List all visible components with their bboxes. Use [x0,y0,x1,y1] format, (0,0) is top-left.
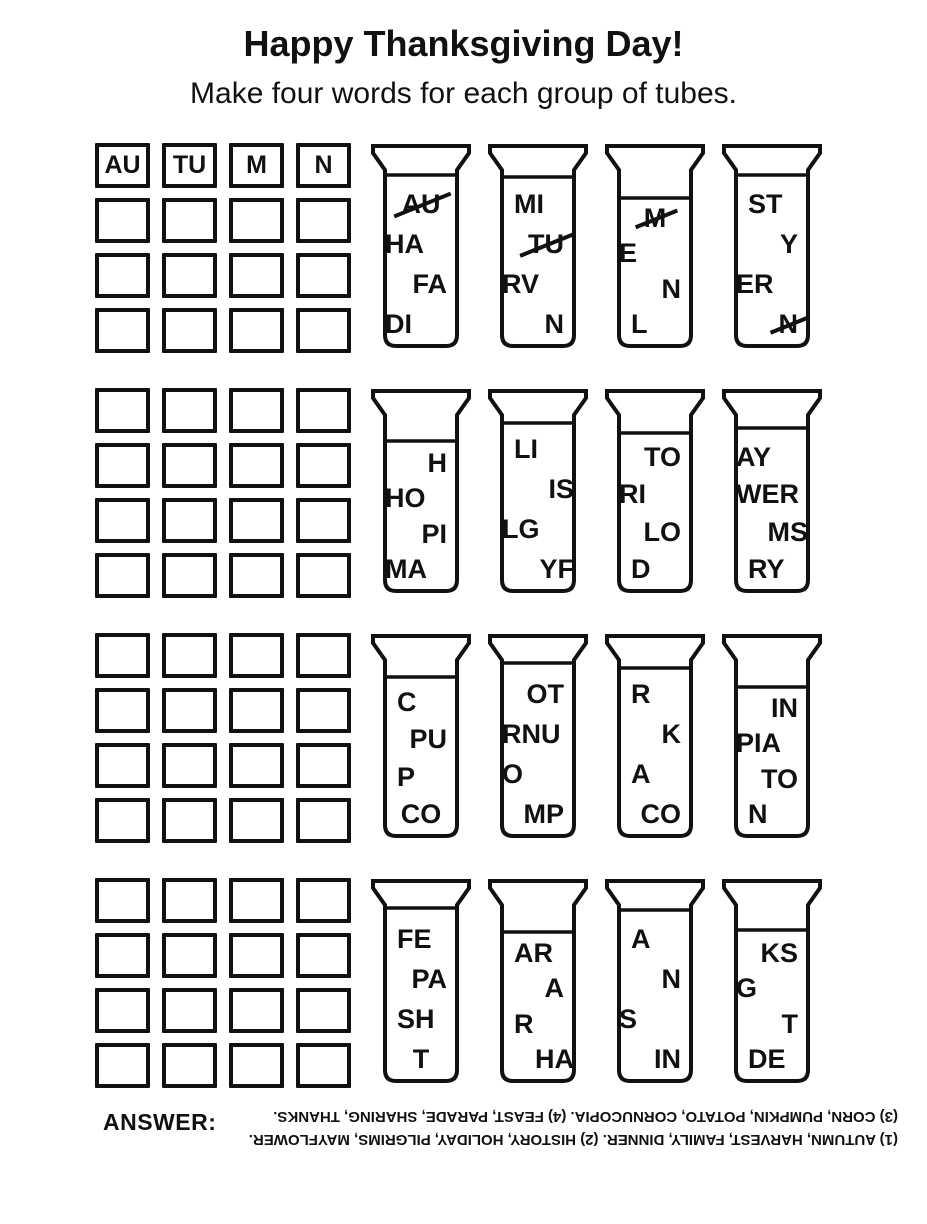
tube-letter: HA [535,1043,574,1074]
tube-letters [385,448,457,584]
answer-label: ANSWER: [103,1109,217,1135]
grid-cell[interactable] [162,688,217,733]
answer-grid-4 [95,878,351,1088]
grid-cell[interactable] [296,553,351,598]
tube-letters [502,938,574,1074]
grid-cell[interactable] [95,688,150,733]
tube [722,878,822,1086]
grid-cell[interactable] [229,388,284,433]
grid-cell[interactable] [162,988,217,1033]
tube-letters [619,442,691,584]
tube [371,388,471,596]
tube-letter: DI [385,309,412,339]
answer-line-1: (1) AUTUMN, HARVEST, FAMILY, DINNER. (2) HISTORY, HOLIDAY, PILGRIMS, MAYFLOWER. [249,1131,899,1148]
group-1 [95,143,927,351]
tube-letter: LG [502,514,540,544]
tube-letter: E [619,238,638,269]
tube-letter: T [412,1044,430,1074]
tube-letter: O [502,759,524,789]
tube-letter: CO [640,799,681,829]
tube-letter: HO [385,483,426,514]
tube-letter: A [544,973,564,1004]
grid-cell[interactable] [296,988,351,1033]
tube-letter: R [514,1008,534,1039]
grid-cell[interactable] [296,443,351,488]
tube-letter: N [661,273,681,304]
tube-letter: RY [748,553,785,584]
tube-letter: N [544,309,564,339]
tube-letter: OT [526,679,564,709]
tube-letters [736,693,808,829]
page-subtitle: Make four words for each group of tubes. [190,77,737,110]
tube [371,143,471,351]
tube-letter: D [631,553,651,584]
tube-set-2 [371,388,822,596]
answer-line-2: (3) CORN, PUMPKIN, POTATO, CORNUCOPIA. (4) FEAST, PARADE, SHARING, THANKS. [273,1108,899,1125]
grid-cell[interactable] [229,743,284,788]
grid-cell[interactable] [95,553,150,598]
tube-letter: R [631,679,651,709]
tube-letter: M [643,203,667,233]
tube [605,143,705,351]
grid-cell[interactable] [162,743,217,788]
grid-cell[interactable] [162,553,217,598]
puzzle-groups [95,143,927,1086]
grid-cell[interactable] [296,633,351,678]
tube-letters [619,203,691,339]
grid-cell[interactable] [229,798,284,843]
tube-letters [502,189,574,339]
tube-letter: S [619,1004,638,1034]
group-3 [95,633,927,841]
tube [722,143,822,351]
tube-letter: KS [760,938,798,968]
grid-cell[interactable] [162,1043,217,1088]
tube-set-4 [371,878,822,1086]
tube-letter: TO [643,442,681,472]
grid-cell[interactable] [229,633,284,678]
tube-letter: RNU [502,719,561,749]
tube-letter: P [397,761,416,792]
tube-letter: MI [514,189,544,219]
tube [605,878,705,1086]
grid-cell[interactable] [296,878,351,923]
grid-cell[interactable] [95,743,150,788]
grid-cell[interactable]: N [296,143,351,188]
tube-letter: PU [409,724,447,755]
tube-letter: YF [539,554,574,584]
tube-letter: PIA [736,728,782,759]
tube-letters [736,189,808,339]
tube-letter: T [781,1008,798,1039]
grid-cell[interactable] [95,443,150,488]
grid-cell[interactable] [95,933,150,978]
grid-cell[interactable] [162,798,217,843]
grid-cell[interactable] [296,498,351,543]
grid-cell[interactable] [162,878,217,923]
tube-letters [385,189,457,339]
grid-cell[interactable] [95,253,150,298]
tube-letters [502,434,574,584]
tube [488,388,588,596]
grid-cell[interactable] [296,688,351,733]
tube [488,143,588,351]
answer-section [103,1105,927,1151]
tube-letters [619,679,691,829]
grid-cell[interactable] [296,743,351,788]
grid-cell[interactable] [229,498,284,543]
tube-letter: MA [385,553,427,584]
tube-letter: RI [619,479,646,510]
grid-cell[interactable] [296,253,351,298]
tube-set-3 [371,633,822,841]
grid-cell[interactable] [95,388,150,433]
tube-letter: Y [779,229,798,259]
grid-cell[interactable] [296,798,351,843]
tube [488,633,588,841]
tube [605,633,705,841]
grid-cell[interactable]: AU [95,143,150,188]
tube [371,878,471,1086]
grid-cell[interactable] [296,933,351,978]
grid-cell[interactable] [95,878,150,923]
tube-letter: H [427,448,447,478]
tube-letters [385,924,457,1074]
grid-cell[interactable] [95,1043,150,1088]
tube [722,633,822,841]
tube-letter: G [736,973,758,1004]
grid-cell[interactable] [95,498,150,543]
tube-letter: AY [736,442,772,472]
tube-letter: FE [397,924,432,954]
grid-cell[interactable] [162,443,217,488]
tube-letter: FA [412,269,447,299]
answer-grid-3 [95,633,351,843]
grid-cell[interactable] [296,388,351,433]
grid-cell[interactable] [229,198,284,243]
grid-cell[interactable] [162,198,217,243]
tube-letter: SH [397,1004,435,1034]
tube-letter: IS [548,474,574,504]
grid-cell[interactable] [229,933,284,978]
grid-cell[interactable] [229,253,284,298]
group-2 [95,388,927,596]
grid-cell[interactable] [229,688,284,733]
grid-cell[interactable] [162,253,217,298]
grid-cell[interactable] [296,198,351,243]
grid-cell[interactable] [95,798,150,843]
tube-letter: CO [400,798,442,829]
page-title: Happy Thanksgiving Day! [243,23,684,64]
grid-cell[interactable] [95,308,150,353]
tube-letter: ST [748,189,783,219]
tube-letter: L [631,308,648,339]
grid-cell[interactable] [229,1043,284,1088]
tube-letters [385,687,457,829]
grid-cell[interactable] [162,388,217,433]
grid-cell[interactable]: TU [162,143,217,188]
grid-cell[interactable] [162,933,217,978]
tube-letters [619,924,691,1074]
tube-letter: PA [411,964,447,994]
tube-letter: AU [401,189,441,219]
group-4 [95,878,927,1086]
tube-letter: RV [502,269,540,299]
tube-letter: PI [421,518,447,549]
tube-letter: AR [514,938,553,968]
tube-letter: K [661,719,681,749]
tube-letters [736,938,808,1074]
tube-letter: N [748,798,768,829]
grid-cell[interactable] [162,308,217,353]
tube-letter: TU [528,229,564,259]
grid-cell[interactable] [229,443,284,488]
tube-letter: C [397,687,417,717]
grid-cell[interactable] [95,988,150,1033]
grid-cell[interactable] [95,633,150,678]
answer-key-upside-down [226,1105,898,1151]
tube-letters [736,442,808,584]
tube-letter: IN [771,693,798,723]
grid-cell[interactable] [95,198,150,243]
grid-cell[interactable]: M [229,143,284,188]
tube [371,633,471,841]
tube-letter: N [661,964,681,994]
answer-grid-2 [95,388,351,598]
tube-set-1 [371,143,822,351]
tube-letter: WER [736,479,799,510]
tube-letter: MP [523,799,564,829]
answer-grid-1 [95,143,351,353]
tube-letters [502,679,574,829]
tube-letter: LO [643,516,681,547]
tube [488,878,588,1086]
grid-cell[interactable] [229,988,284,1033]
grid-cell[interactable] [296,1043,351,1088]
grid-cell[interactable] [229,308,284,353]
grid-cell[interactable] [296,308,351,353]
tube-letter: ER [736,269,774,299]
tube [605,388,705,596]
tube-letter: TO [760,763,798,794]
tube-letter: MS [767,516,808,547]
tube-letter: N [778,309,798,339]
grid-cell[interactable] [229,553,284,598]
grid-cell[interactable] [229,878,284,923]
tube-letter: HA [385,229,424,259]
tube-letter: A [631,759,651,789]
grid-cell[interactable] [162,498,217,543]
tube [722,388,822,596]
tube-letter: LI [514,434,538,464]
tube-letter: A [631,924,651,954]
grid-cell[interactable] [162,633,217,678]
tube-letter: DE [748,1043,786,1074]
tube-letter: IN [654,1044,681,1074]
